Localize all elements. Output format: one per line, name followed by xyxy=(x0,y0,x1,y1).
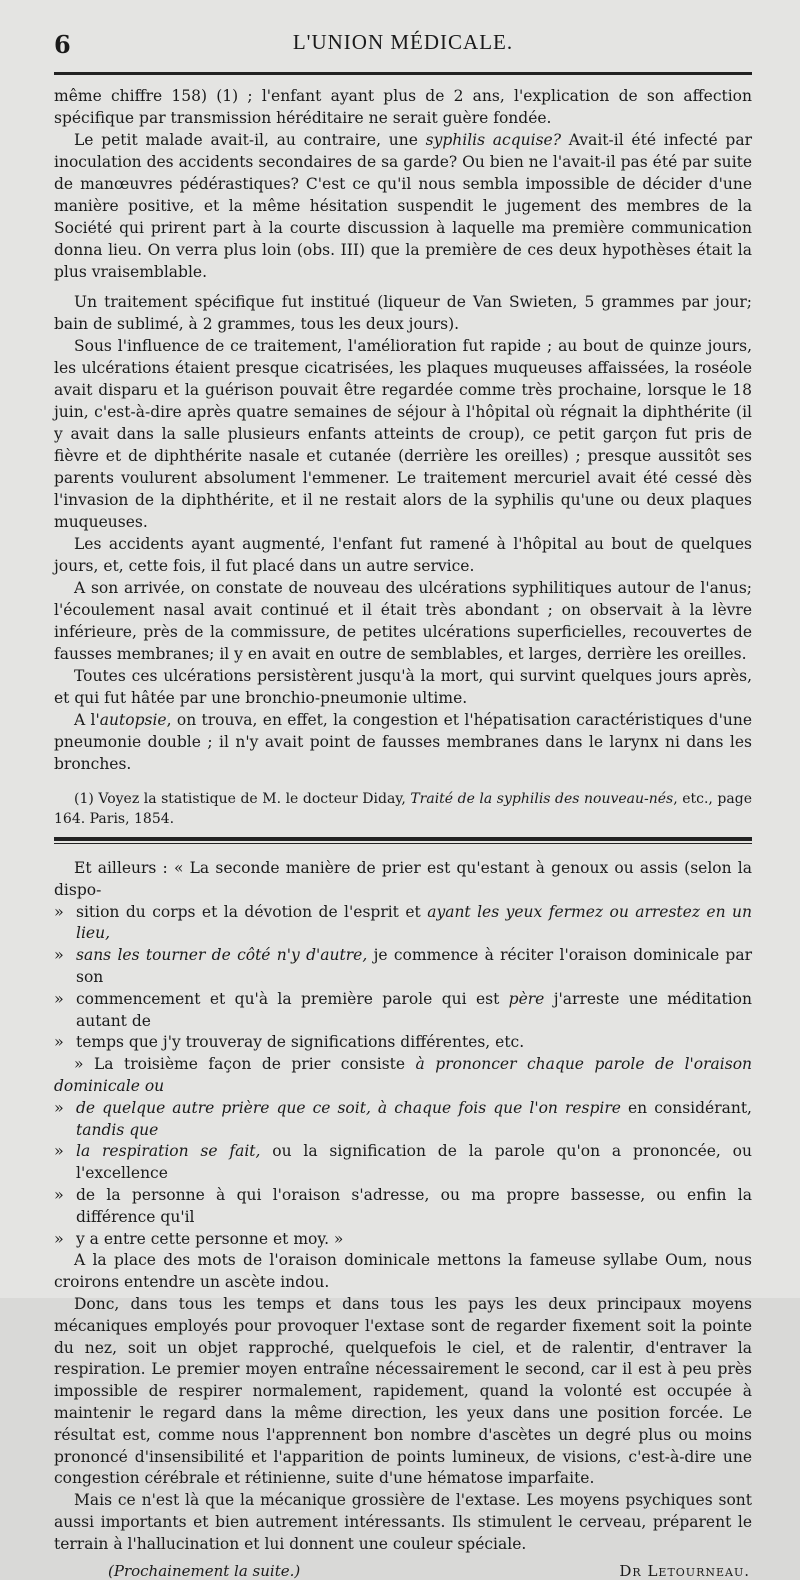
paragraph: Donc, dans tous les temps et dans tous les pays les deux principaux moyens mécaniques employés pour provoquer l'extase sont de regarder fixement soit la pointe du nez, soit un objet rapproché, quelquefois le ciel, et de ralentir, d'entraver la respiration. Le premier moyen entraîne nécessairement le second, car il est à peu près impossible de respirer normalement, rapidement, quand la volonté est occupée à maintenir le regard dans la même direction, les yeux dans une position forcée. Le résultat est, comme nous l'apprennent bon nombre d'ascètes un degré plus ou moins prononcé d'insensibilité et l'apparition de points lumineux, de visions, c'est-à-dire une congestion cérébrale et rétinienne, suite d'une hématose imparfaite. xyxy=(54,1294,752,1488)
bottom-article xyxy=(54,858,752,1556)
paragraph: même chiffre 158) (1) ; l'enfant ayant plus de 2 ans, l'explication de son affection spécifique par transmission héréditaire ne serait guère fondée. xyxy=(54,87,752,127)
quote-line: » y a entre cette personne et moy. » xyxy=(54,1228,344,1248)
signature-line xyxy=(54,1562,752,1580)
paragraph: Mais ce n'est là que la mécanique grossière de l'extase. Les moyens psychiques sont aussi importants et bien autrement intéressants. Ils stimulent le cerveau, préparent le terrain à l'hallucination et lui donnent une couleur spéciale. xyxy=(54,1491,752,1553)
quote-line: » temps que j'y trouveray de significations différentes, etc. xyxy=(54,1032,525,1052)
quote-line: » sans les tourner de côté n'y d'autre, je commence à réciter l'oraison dominicale par son xyxy=(54,945,753,986)
quote-line: Et ailleurs : « La seconde manière de prier est qu'estant à genoux ou assis (selon la dispo- xyxy=(54,859,752,899)
quote-line: » de quelque autre prière que ce soit, à chaque fois que l'on respire en considérant, tandis que xyxy=(54,1097,752,1139)
continuation-note: (Prochainement la suite.) xyxy=(108,1561,301,1580)
footnote: (1) Voyez la statistique de M. le docteur Diday, Traité de la syphilis des nouveau-nés, etc., page 164. Paris, 1854. xyxy=(54,791,752,827)
paragraph: A la place des mots de l'oraison dominicale mettons la fameuse syllabe Oum, nous croirons entendre un ascète indou. xyxy=(54,1251,752,1292)
paragraph: A l'autopsie, on trouva, en effet, la congestion et l'hépatisation caractéristiques d'une pneumonie double ; il n'y avait point de fausses membranes dans le larynx ni dans les bronches. xyxy=(54,711,753,773)
quote-line: » La troisième façon de prier consiste à prononcer chaque parole de l'oraison dominicale ou xyxy=(54,1055,753,1095)
top-article xyxy=(54,85,752,829)
running-title: L'UNION MÉDICALE. xyxy=(292,30,514,54)
paragraph: Le petit malade avait-il, au contraire, une syphilis acquise? Avait-il été infecté par inoculation des accidents secondaires de sa garde? Ou bien ne l'avait-il pas été par suite de manœuvres pédérastiques? C'est ce qu'il nous sembla impossible de décider d'une manière positive, et la même hésitation suspendit le jugement des membres de la Société qui prirent part à la courte discussion à laquelle ma première communication donna lieu. On verra plus loin (obs. III) que la première de ces deux hypothèses était la plus vraisemblable. xyxy=(54,131,753,281)
paragraph: Toutes ces ulcérations persistèrent jusqu'à la mort, qui survint quelques jours après, et qui fut hâtée par une bronchio-pneumonie ultime. xyxy=(54,667,752,707)
paragraph: Les accidents ayant augmenté, l'enfant fut ramené à l'hôpital au bout de quelques jours, et, cette fois, il fut placé dans un autre service. xyxy=(54,535,752,575)
quote-line: » la respiration se fait, ou la signification de la parole qu'on a prononcée, ou l'excellence xyxy=(54,1141,752,1183)
paragraph: Un traitement spécifique fut institué (liqueur de Van Swieten, 5 grammes par jour; bain de sublimé, à 2 grammes, tous les deux jours). xyxy=(54,293,752,333)
section-divider xyxy=(54,837,752,844)
page-header xyxy=(54,30,752,66)
page-number: 6 xyxy=(54,30,71,59)
quote-line: » commencement et qu'à la première parole qui est père j'arreste une méditation autant de xyxy=(54,988,752,1030)
quote-line: » de la personne à qui l'oraison s'adresse, ou ma propre bassesse, ou enfin la différence qu'il xyxy=(54,1184,752,1226)
header-rule xyxy=(54,72,752,75)
author-signature: Dr Letourneau. xyxy=(619,1561,750,1580)
paragraph: Sous l'influence de ce traitement, l'amélioration fut rapide ; au bout de quinze jours, les ulcérations étaient presque cicatrisées, les plaques muqueuses affaissées, la roséole avait disparu et la guérison pouvait être regardée comme très prochaine, lorsque le 18 juin, c'est-à-dire après quatre semaines de séjour à l'hôpital où régnait la diphthérite (il y avait dans la salle plusieurs enfants atteints de croup), ce petit garçon fut pris de fièvre et de diphthérite nasale et cutanée (derrière les oreilles) ; presque aussitôt ses parents voulurent absolument l'emmener. Le traitement mercuriel avait été cessé dès l'invasion de la diphthérite, et il ne restait alors de la syphilis qu'une ou deux plaques muqueuses. xyxy=(54,337,752,531)
quotation xyxy=(54,858,752,1250)
quote-line: » sition du corps et la dévotion de l'esprit et ayant les yeux fermez ou arrestez en un lieu, xyxy=(54,901,752,943)
paragraph: A son arrivée, on constate de nouveau des ulcérations syphilitiques autour de l'anus; l'écoulement nasal avait continué et il était très abondant ; on observait à la lèvre inférieure, près de la commissure, de petites ulcérations superficielles, recouvertes de fausses membranes; il y en avait en outre de semblables, et larges, derrière les oreilles. xyxy=(54,579,752,663)
